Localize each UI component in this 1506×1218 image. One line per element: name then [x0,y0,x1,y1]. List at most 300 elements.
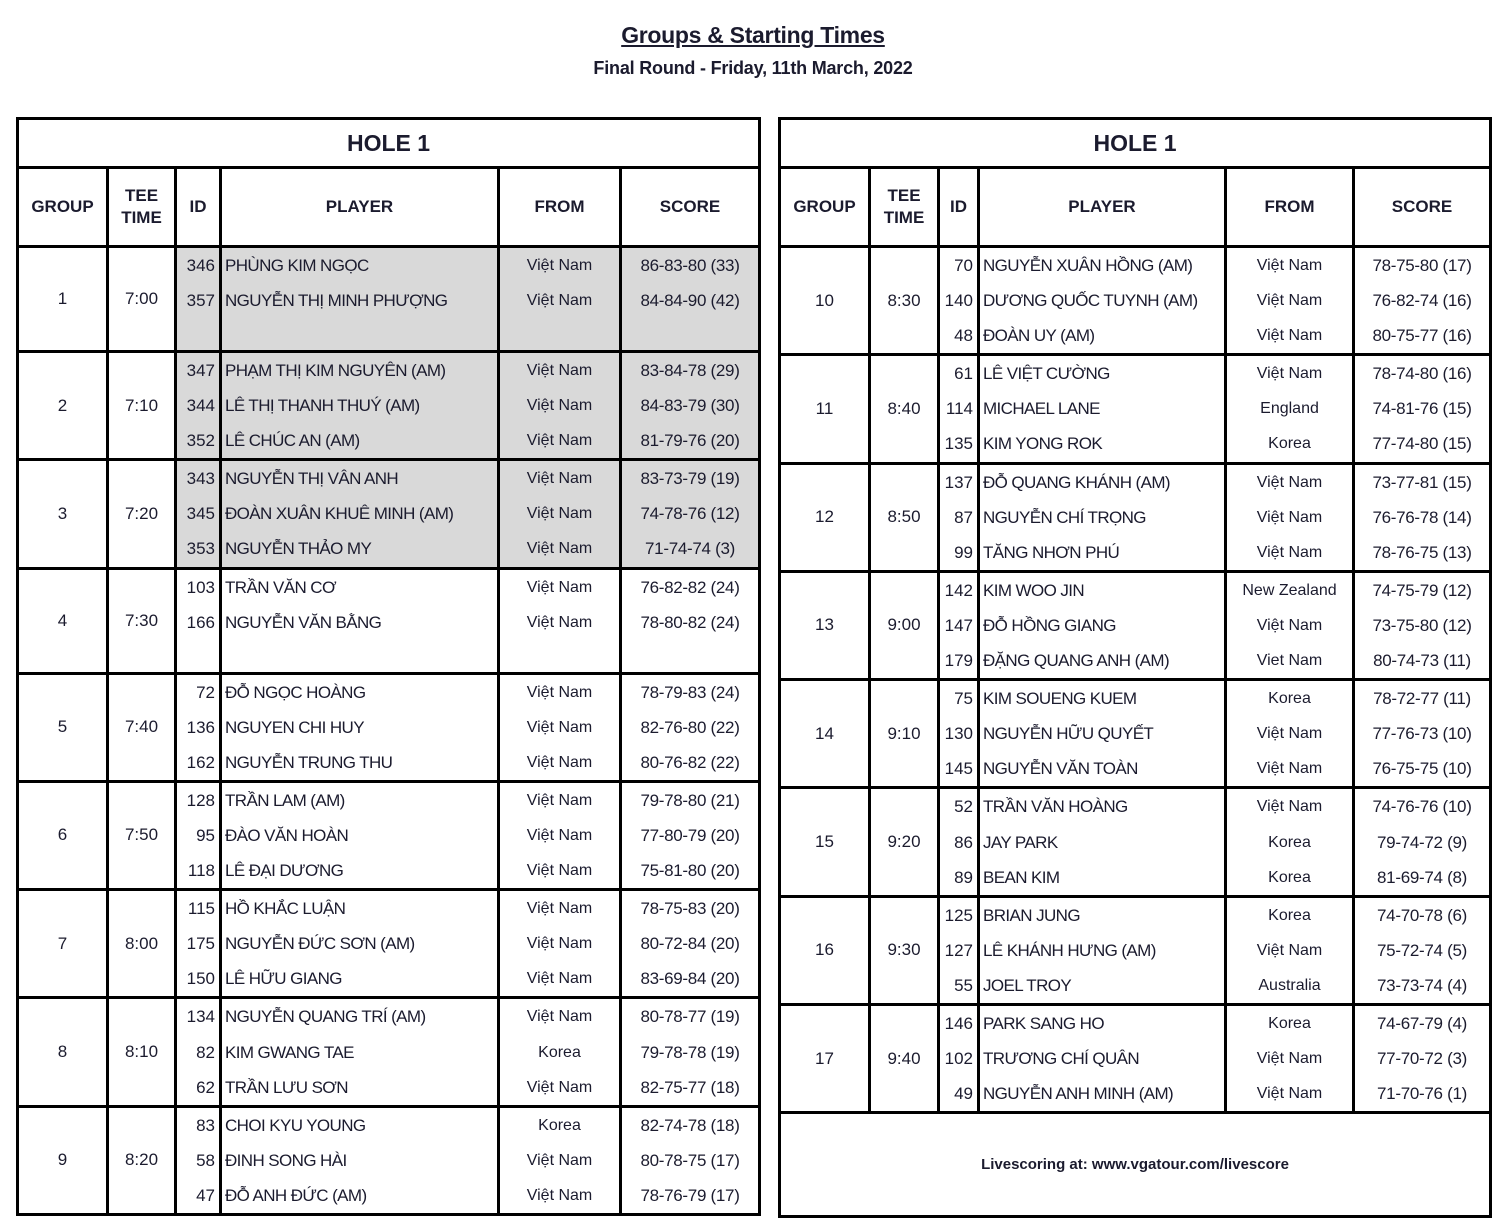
tee-time: 7:10 [108,352,176,460]
player-score: 75-81-80 (20) [640,861,740,881]
player-score-cell [621,568,760,673]
player-score: 74-78-76 (12) [640,504,740,524]
player-id-cell [939,463,979,571]
player-id: 343 [186,469,215,489]
player-id: 353 [186,539,215,559]
player-from: Việt Nam [526,397,593,415]
player-name: ĐOÀN XUÂN KHUÊ MINH (AM) [225,504,454,524]
player-score: 71-70-76 (1) [1377,1084,1467,1104]
player-id-cell [176,781,221,889]
player-from: Việt Nam [526,791,593,809]
group-row [780,355,1491,463]
group-number: 5 [18,673,108,781]
group-number: 7 [18,890,108,998]
player-name: NGUYỄN QUANG TRÍ (AM) [225,1007,426,1027]
player-from-cell [499,673,621,781]
player-name-cell [221,352,499,460]
player-from: Korea [1268,833,1311,851]
group-number: 1 [18,247,108,352]
player-from: Việt Nam [526,718,593,736]
col-tee-line2: TIME [883,208,925,227]
player-score: 80-74-73 (11) [1373,651,1471,671]
tee-time: 8:40 [870,355,939,463]
player-from: Korea [1268,435,1311,453]
player-score: 76-82-74 (16) [1372,291,1472,311]
player-name: NGUYỄN TRUNG THU [225,752,393,772]
player-name-cell [979,788,1226,896]
player-from: Việt Nam [526,578,593,596]
player-name: NGUYỄN THỊ VÂN ANH [225,469,399,489]
player-score: 71-74-74 (3) [645,539,735,559]
player-score-cell [621,998,760,1106]
col-id: ID [939,168,979,247]
player-name-cell [979,896,1226,1004]
tee-time: 8:10 [108,998,176,1106]
player-from: England [1260,400,1319,418]
player-from: Việt Nam [1256,760,1323,778]
player-from: Việt Nam [526,1078,593,1096]
player-from-cell [499,460,621,568]
player-name-cell [979,1004,1226,1112]
player-score: 78-72-77 (11) [1373,689,1471,709]
player-name: KIM GWANG TAE [225,1042,354,1062]
player-score-cell [621,352,760,460]
player-id: 357 [186,291,215,311]
player-from: Việt Nam [1256,725,1323,743]
player-id-cell [939,788,979,896]
player-score: 75-72-74 (5) [1377,940,1467,960]
group-number: 9 [18,1106,108,1214]
player-from: Korea [1268,1014,1311,1032]
group-number: 6 [18,781,108,889]
player-from: Việt Nam [1256,616,1323,634]
player-id: 75 [954,689,973,709]
player-id: 62 [196,1077,215,1097]
player-id: 162 [186,752,215,772]
player-id: 140 [944,291,973,311]
player-from: Việt Nam [1256,473,1323,491]
player-score: 76-82-82 (24) [640,577,740,597]
tee-time: 9:30 [870,896,939,1004]
player-score: 83-73-79 (19) [640,469,740,489]
player-id: 102 [944,1049,973,1069]
player-name: TRƯƠNG CHÍ QUÂN [983,1049,1140,1069]
player-name: TRẦN LAM (AM) [225,790,345,810]
column-header-row [18,168,760,247]
player-score: 83-84-78 (29) [640,361,740,380]
player-score-cell [1354,896,1491,1004]
group-number: 8 [18,998,108,1106]
player-name-cell [979,571,1226,679]
tee-time: 7:50 [108,781,176,889]
player-id: 142 [944,580,973,600]
group-number: 13 [780,571,870,679]
col-tee-line2: TIME [121,208,162,227]
player-name: NGUYỄN THỊ MINH PHƯỢNG [225,291,448,311]
player-score: 77-74-80 (15) [1372,434,1472,454]
group-number: 14 [780,680,870,788]
player-id: 136 [186,717,215,737]
player-name: LÊ CHÚC AN (AM) [225,431,360,451]
player-from: Korea [1268,868,1311,886]
player-score: 80-75-77 (16) [1372,326,1472,346]
player-score: 73-73-74 (4) [1377,975,1467,995]
group-row [780,788,1491,896]
player-id: 179 [944,651,973,671]
player-from: Việt Nam [526,540,593,558]
tee-time: 9:40 [870,1004,939,1112]
player-name: ĐẶNG QUANG ANH (AM) [983,651,1170,671]
player-name: NGUYỄN CHÍ TRỌNG [983,507,1146,527]
livescoring-note: Livescoring at: www.vgatour.com/livescore [780,1113,1491,1217]
player-id-cell [176,247,221,352]
player-id-cell [176,998,221,1106]
group-number: 10 [780,247,870,355]
player-score-cell [1354,680,1491,788]
player-from: Việt Nam [526,683,593,701]
player-score: 78-79-83 (24) [640,682,740,702]
hole-heading: HOLE 1 [780,119,1491,168]
player-id-cell [176,352,221,460]
player-score: 80-78-77 (19) [640,1007,740,1027]
player-from: Việt Nam [526,970,593,988]
player-score: 78-75-83 (20) [640,899,740,919]
tee-time: 9:20 [870,788,939,896]
player-id-cell [939,896,979,1004]
player-name: CHOI KYU YOUNG [225,1115,366,1135]
player-name: ĐỖ HỒNG GIANG [983,615,1116,635]
col-score: SCORE [1354,168,1491,247]
player-name-cell [979,463,1226,571]
player-id: 87 [954,507,973,527]
player-name: PHÙNG KIM NGỌC [225,256,369,275]
player-score: 77-80-79 (20) [640,825,740,845]
player-from-cell [1226,571,1354,679]
player-id-cell [176,673,221,781]
player-id: 103 [186,577,215,597]
player-score: 78-76-79 (17) [640,1185,740,1205]
player-id-cell [939,571,979,679]
player-from-cell [499,568,621,673]
player-name: NGUYEN CHI HUY [225,717,364,737]
group-row [18,352,760,460]
player-name-cell [979,680,1226,788]
group-number: 3 [18,460,108,568]
group-number: 2 [18,352,108,460]
col-tee-time [108,168,176,247]
player-name: NGUYỄN ANH MINH (AM) [983,1084,1174,1104]
player-from-cell [1226,355,1354,463]
player-score: 79-74-72 (9) [1377,832,1467,852]
player-id: 137 [944,472,973,492]
player-name: PHẠM THỊ KIM NGUYÊN (AM) [225,361,446,380]
player-name: ĐÀO VĂN HOÀN [225,825,349,845]
player-id: 49 [954,1084,973,1104]
player-name: TĂNG NHƠN PHÚ [983,542,1120,562]
group-number: 17 [780,1004,870,1112]
player-id: 134 [186,1007,215,1027]
player-score: 80-78-75 (17) [640,1150,740,1170]
player-from: Việt Nam [526,613,593,631]
col-player: PLAYER [979,168,1226,247]
player-name: LÊ ĐẠI DƯƠNG [225,861,344,881]
group-row [18,781,760,889]
player-id: 346 [186,256,215,275]
player-score: 83-69-84 (20) [640,969,740,989]
player-name-cell [221,890,499,998]
tee-time: 8:20 [108,1106,176,1214]
player-score: 82-74-78 (18) [640,1115,740,1135]
player-from: Việt Nam [1256,327,1323,345]
player-id: 135 [944,434,973,454]
player-name: ĐỖ NGỌC HOÀNG [225,682,366,702]
player-from-cell [499,352,621,460]
player-name: TRẦN VĂN HOÀNG [983,797,1128,817]
player-score: 74-67-79 (4) [1377,1013,1467,1033]
col-tee-time [870,168,939,247]
player-from-cell [499,1106,621,1214]
player-score: 78-74-80 (16) [1372,364,1472,384]
player-score: 79-78-80 (21) [640,790,740,810]
player-from: Việt Nam [526,1008,593,1026]
player-from: Việt Nam [1256,543,1323,561]
player-score-cell [1354,788,1491,896]
player-from: Việt Nam [526,862,593,880]
player-from: Việt Nam [1256,508,1323,526]
player-score-cell [1354,247,1491,355]
player-from: Korea [538,1043,581,1061]
player-id: 82 [196,1042,215,1062]
player-id: 95 [196,825,215,845]
player-score: 80-76-82 (22) [640,752,740,772]
player-name: NGUYỄN THẢO MY [225,539,372,559]
player-name: NGUYỄN VĂN BẰNG [225,612,382,632]
player-score: 84-83-79 (30) [640,396,740,416]
player-score-cell [621,460,760,568]
player-name: TRẦN VĂN CƠ [225,577,336,597]
player-from: Việt Nam [1256,798,1323,816]
player-name: LÊ HỮU GIANG [225,969,342,989]
player-from-cell [1226,680,1354,788]
tee-time: 7:00 [108,247,176,352]
col-player: PLAYER [221,168,499,247]
col-tee-line1: TEE [124,186,159,205]
player-id: 55 [954,975,973,995]
player-score: 74-70-78 (6) [1377,905,1467,925]
player-from-cell [499,247,621,352]
group-row [780,1004,1491,1112]
group-number: 12 [780,463,870,571]
group-row [780,247,1491,355]
player-name: MICHAEL LANE [983,399,1100,419]
player-id: 115 [187,899,215,919]
player-id-cell [176,568,221,673]
player-score: 73-75-80 (12) [1372,615,1472,635]
player-from-cell [1226,1004,1354,1112]
group-row [18,890,760,998]
player-from: Việt Nam [1256,1050,1323,1068]
player-name: TRẦN LƯU SƠN [225,1077,348,1097]
player-id: 52 [954,797,973,817]
player-from: Việt Nam [1256,365,1323,383]
player-name-cell [221,781,499,889]
player-name: BRIAN JUNG [983,905,1080,925]
player-from: Việt Nam [526,362,593,379]
player-name: LÊ VIỆT CƯỜNG [983,364,1110,384]
player-name: KIM YONG ROK [983,434,1103,454]
page-title: Groups & Starting Times [621,22,885,48]
player-score: 77-76-73 (10) [1372,724,1472,744]
group-row [780,680,1491,788]
player-score: 78-76-75 (13) [1372,542,1472,562]
player-from-cell [1226,788,1354,896]
player-score-cell [1354,571,1491,679]
player-from: Korea [1268,906,1311,924]
tee-time: 7:20 [108,460,176,568]
player-score: 81-79-76 (20) [640,431,740,451]
player-from: Australia [1258,976,1321,994]
player-score-cell [621,247,760,352]
player-id-cell [939,355,979,463]
player-name-cell [979,247,1226,355]
tee-time: 8:50 [870,463,939,571]
player-score: 82-76-80 (22) [640,717,740,737]
player-from: Việt Nam [526,505,593,523]
tee-time: 7:30 [108,568,176,673]
player-from-cell [499,890,621,998]
player-id: 125 [944,905,973,925]
player-score: 77-70-72 (3) [1377,1049,1467,1069]
player-id: 127 [944,940,973,960]
player-id-cell [939,1004,979,1112]
player-from: Việt Nam [526,1186,593,1204]
player-name-cell [979,355,1226,463]
player-from: Việt Nam [1256,257,1323,274]
player-name-cell [221,998,499,1106]
player-id: 114 [945,399,973,419]
player-id: 47 [196,1185,215,1205]
player-from: Việt Nam [1256,941,1323,959]
player-id-cell [176,460,221,568]
player-score-cell [621,781,760,889]
player-from: Việt Nam [1256,292,1323,310]
player-from: Việt Nam [526,753,593,771]
player-score: 74-81-76 (15) [1372,399,1472,419]
player-id-cell [176,890,221,998]
group-row [18,673,760,781]
col-group: GROUP [780,168,870,247]
player-id: 130 [944,724,973,744]
player-score: 78-75-80 (17) [1372,256,1472,275]
player-score: 73-77-81 (15) [1372,472,1472,492]
group-row [18,568,760,673]
player-name-cell [221,568,499,673]
tee-time: 8:30 [870,247,939,355]
player-name: NGUYỄN XUÂN HỒNG (AM) [983,256,1193,275]
player-name: ĐỖ QUANG KHÁNH (AM) [983,472,1170,492]
player-name-cell [221,460,499,568]
player-from: New Zealand [1242,581,1337,599]
player-from-cell [499,998,621,1106]
player-id: 99 [954,542,973,562]
player-id: 166 [186,612,215,632]
player-name: NGUYỄN ĐỨC SƠN (AM) [225,934,415,954]
player-score: 80-72-84 (20) [640,934,740,954]
player-id: 145 [944,759,973,779]
player-from-cell [1226,896,1354,1004]
player-name: BEAN KIM [983,867,1060,887]
player-name: KIM WOO JIN [983,580,1085,600]
group-row [18,460,760,568]
player-score: 81-69-74 (8) [1377,867,1467,887]
player-score: 78-80-82 (24) [640,612,740,632]
player-name: DƯƠNG QUỐC TUYNH (AM) [983,291,1198,311]
player-from-cell [1226,247,1354,355]
player-name: JOEL TROY [983,975,1072,995]
player-id: 61 [954,364,973,384]
player-name: HỒ KHẮC LUẬN [225,899,346,919]
player-from: Korea [538,1116,581,1134]
player-id: 344 [186,396,215,416]
group-row [780,896,1491,1004]
player-from-cell [499,781,621,889]
player-from: Việt Nam [526,900,593,918]
group-number: 16 [780,896,870,1004]
player-id: 70 [954,256,973,275]
player-id: 118 [187,861,215,881]
player-name-cell [221,1106,499,1214]
player-id: 48 [954,326,973,346]
player-score: 84-84-90 (42) [640,291,740,311]
player-score: 82-75-77 (18) [640,1077,740,1097]
group-number: 15 [780,788,870,896]
tee-time: 8:00 [108,890,176,998]
player-from: Viet Nam [1256,652,1323,670]
player-score: 86-83-80 (33) [640,256,740,275]
player-score-cell [621,1106,760,1214]
player-name: PARK SANG HO [983,1013,1104,1033]
group-row [18,1106,760,1214]
player-id: 146 [944,1013,973,1033]
player-name: ĐỖ ANH ĐỨC (AM) [225,1185,367,1205]
player-from: Việt Nam [526,826,593,844]
player-score-cell [1354,1004,1491,1112]
player-name: LÊ KHÁNH HƯNG (AM) [983,940,1156,960]
player-name: LÊ THỊ THANH THUÝ (AM) [225,396,420,416]
player-from: Việt Nam [526,292,593,310]
player-from-cell [1226,463,1354,571]
player-score-cell [1354,463,1491,571]
tee-time: 9:10 [870,680,939,788]
player-id-cell [939,247,979,355]
hole-heading: HOLE 1 [18,119,760,168]
player-score: 74-75-79 (12) [1372,580,1472,600]
col-tee-line1: TEE [887,186,921,205]
player-id-cell [176,1106,221,1214]
player-id: 345 [186,504,215,524]
page-subtitle: Final Round - Friday, 11th March, 2022 [593,58,913,78]
player-id: 58 [196,1150,215,1170]
player-from: Việt Nam [526,257,593,274]
schedule-table-right [778,117,1492,1218]
column-header-row [780,168,1491,247]
group-row [780,463,1491,571]
player-id-cell [939,680,979,788]
player-from: Việt Nam [1256,1085,1323,1103]
tee-time: 9:00 [870,571,939,679]
player-id: 86 [954,832,973,852]
player-id: 352 [186,431,215,451]
